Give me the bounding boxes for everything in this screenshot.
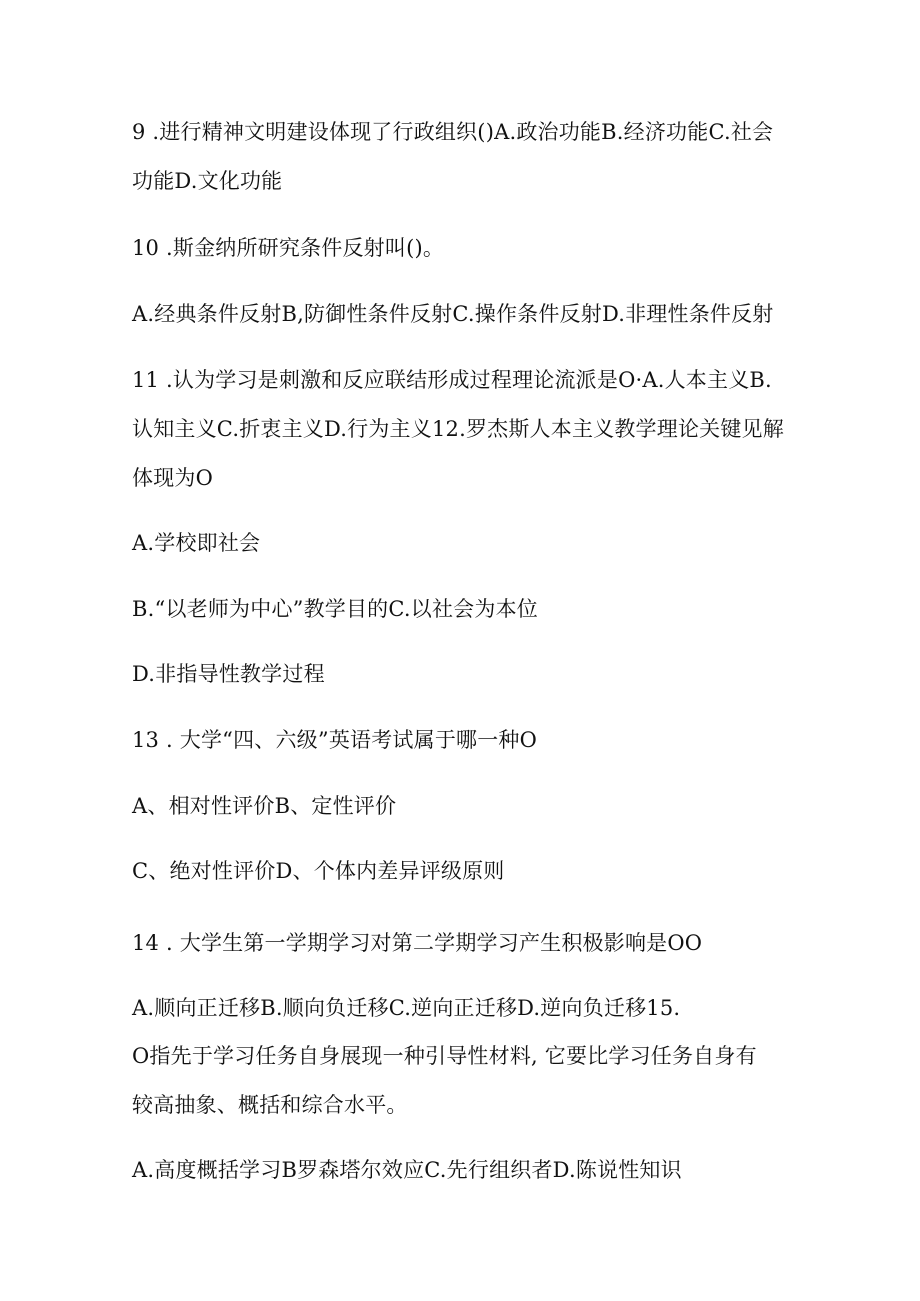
q11-line-2: 认知主义C.折衷主义D.行为主义12.罗杰斯人本主义教学理论关键见解 xyxy=(132,417,784,441)
q12-option-bc: B.“以老师为中心”教学目的C.以社会为本位 xyxy=(132,597,538,621)
q14-options: A.顺向正迁移B.顺向负迁移C.逆向正迁移D.逆向负迁移15. xyxy=(132,996,681,1020)
q12-option-d: D.非指导性教学过程 xyxy=(132,662,325,686)
q13-option-ab: A、相对性评价B、定性评价 xyxy=(132,794,397,818)
q15-line-1: O指先于学习任务自身展现一种引导性材料, 它要比学习任务自身有 xyxy=(132,1044,757,1068)
q14-stem: 14 . 大学生第一学期学习对第二学期学习产生积极影响是OO xyxy=(132,931,703,955)
q11-line-1: 11 .认为学习是刺激和反应联结形成过程理论流派是O·A.人本主义B. xyxy=(132,368,772,392)
q10-options: A.经典条件反射B,防御性条件反射C.操作条件反射D.非理性条件反射 xyxy=(132,302,774,326)
q12-line-2: 体现为O xyxy=(132,466,214,490)
q12-option-a: A.学校即社会 xyxy=(132,531,261,555)
q9-line-1: 9 .进行精神文明建设体现了行政组织()A.政治功能B.经济功能C.社会 xyxy=(132,120,774,144)
q13-stem: 13 . 大学“四、六级”英语考试属于哪一种O xyxy=(132,728,538,752)
q10-stem: 10 .斯金纳所研究条件反射叫()。 xyxy=(132,236,445,260)
q13-option-cd: C、绝对性评价D、个体内差异评级原则 xyxy=(132,859,505,883)
q15-line-2: 较高抽象、概括和综合水平。 xyxy=(132,1093,408,1117)
q15-options: A.高度概括学习B罗森塔尔效应C.先行组织者D.陈说性知识 xyxy=(132,1158,682,1182)
q9-line-2: 功能D.文化功能 xyxy=(132,169,283,193)
